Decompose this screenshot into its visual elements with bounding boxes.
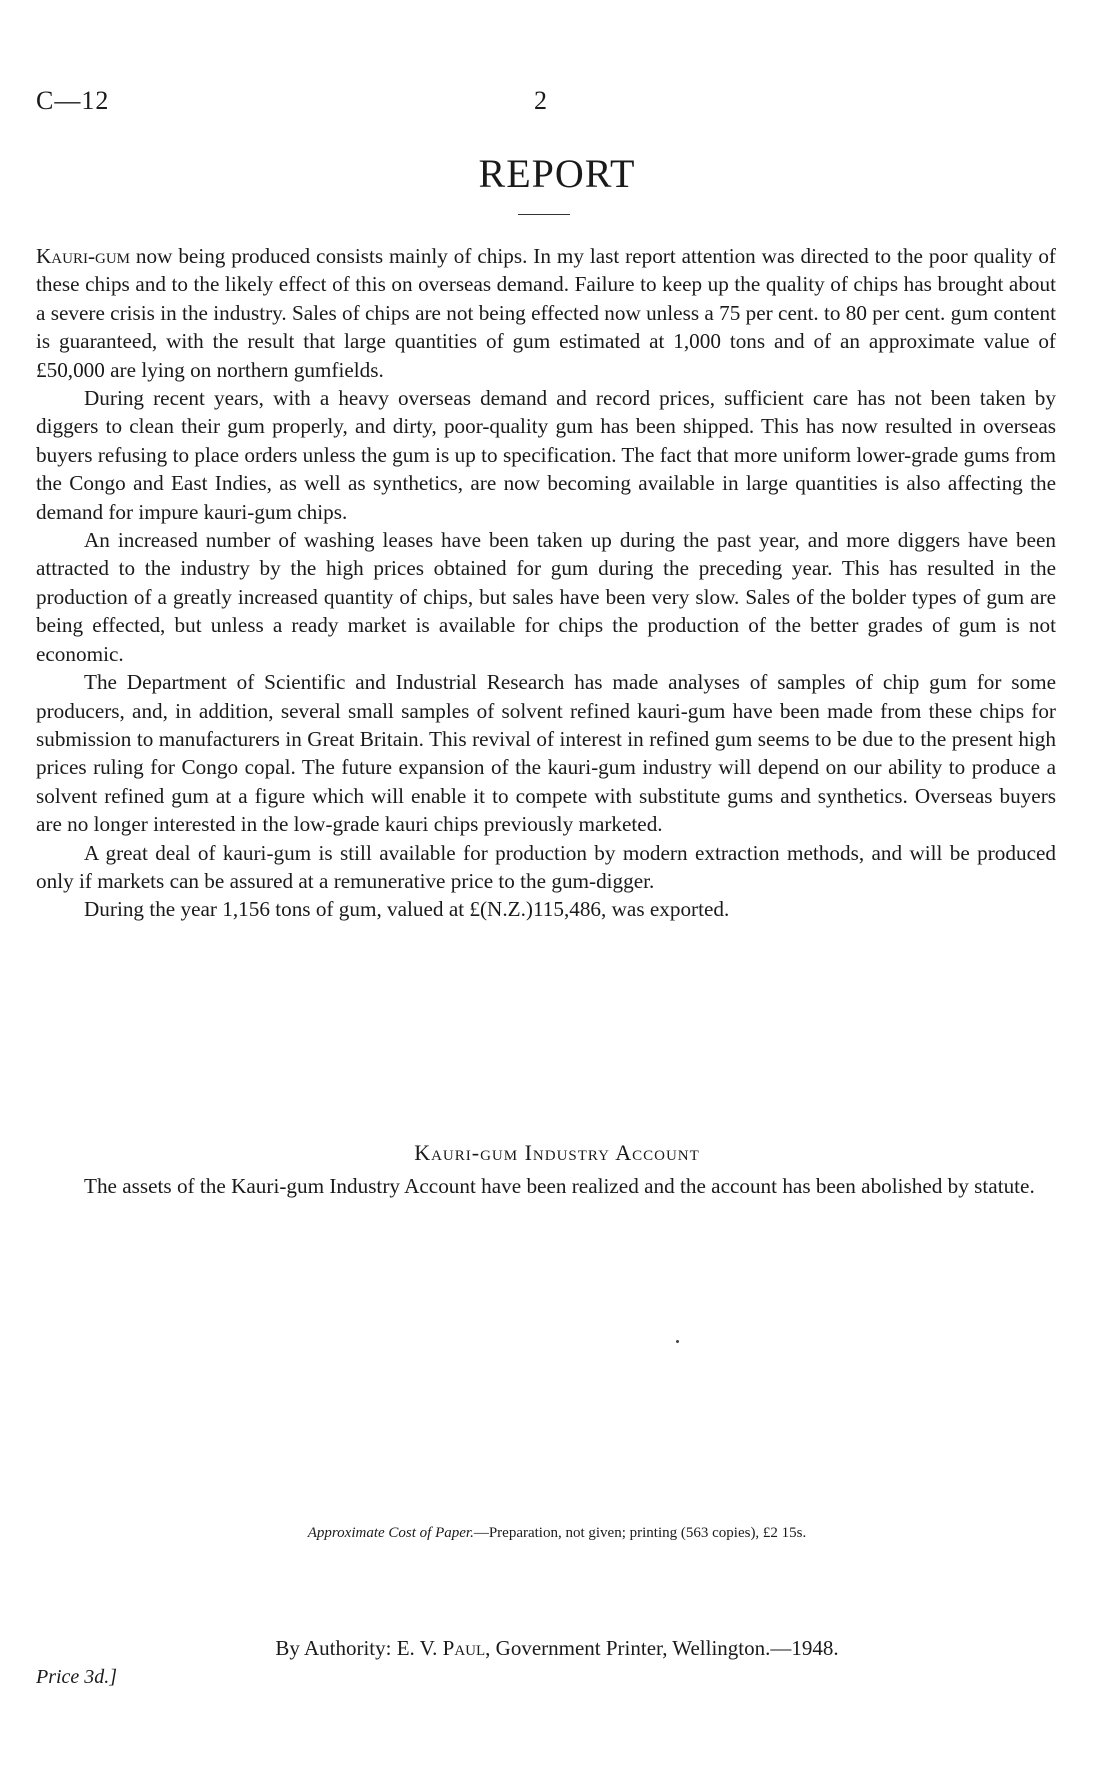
printer-authority [0,1636,1114,1661]
print-speck [676,1340,679,1343]
page-number: 2 [534,86,547,115]
paragraph-1-lead: Kauri-gum [36,244,131,268]
authority-suffix: , Government Printer, Wellington.—1948. [485,1636,839,1660]
section-paragraph: The assets of the Kauri-gum Industry Account have been realized and the account has been abolished by statute. [84,1174,1035,1198]
report-body [36,242,1056,924]
cost-note [0,1525,1114,1542]
section-heading: Kauri-gum Industry Account [414,1140,700,1165]
printer-name: Paul [442,1636,486,1660]
authority-prefix: By Authority: E. V. [275,1636,443,1660]
report-title: REPORT [478,151,636,196]
document-code: C—12 [36,86,110,115]
paragraph-1 [36,242,1056,384]
paragraph-1-text: now being produced consists mainly of chips. In my last report attention was directed to the poor quality of these chips and to the likely effect of this on overseas demand. Failure to keep up the quality of chips has brought about a severe crisis in the industry. Sales of chips are not being effected now unless a 75 per cent. to 80 per cent. gum content is guaranteed, with the result that large quantities of gum estimated at 1,000 tons and of an approximate value of £50,000 are lying on northern gumfields. [36,244,1056,382]
paragraph-6: During the year 1,156 tons of gum, valued at £(N.Z.)115,486, was exported. [84,897,730,922]
page-header [36,86,1056,126]
section-body [36,1172,1056,1200]
paragraph-2: During recent years, with a heavy overseas demand and record prices, sufficient care has not been taken by diggers to clean their gum properly, and dirty, poor-quality gum has been shipped. This has now resulted in overseas buyers refusing to place orders unless the gum is up to specification. The fact that more uniform lower-grade gums from the Congo and East Indies, as well as synthetics, are now becoming available in large quantities is also affecting the demand for impure kauri-gum chips. [36,386,1056,524]
cost-note-text: —Preparation, not given; printing (563 copies), £2 15s. [473,1525,807,1541]
cost-note-label: Approximate Cost of Paper. [307,1525,474,1541]
paragraph-3: An increased number of washing leases have been taken up during the past year, and more diggers have been attracted to the industry by the high prices obtained for gum during the preceding year. This has resulted in the production of a greatly increased quantity of chips, but sales have been very slow. Sales of the bolder types of gum are being effected, but unless a ready market is available for chips the production of the better grades of gum is not economic. [36,528,1056,666]
paragraph-5: A great deal of kauri-gum is still available for production by modern extraction methods, and will be produced only if markets can be assured at a remunerative price to the gum-digger. [36,840,1056,893]
title-rule [518,214,570,215]
price-label: Price 3d.] [36,1666,118,1688]
paragraph-4: The Department of Scientific and Industrial Research has made analyses of samples of chip gum for some producers, and, in addition, several small samples of solvent refined kauri-gum have been made from these chips for submission to manufacturers in Great Britain. This revival of interest in refined gum seems to be due to the present high prices ruling for Congo copal. The future expansion of the kauri-gum industry will depend on our ability to produce a solvent refined gum at a figure which will enable it to compete with substitute gums and synthetics. Overseas buyers are no longer interested in the low-grade kauri chips previously marketed. [36,670,1056,837]
